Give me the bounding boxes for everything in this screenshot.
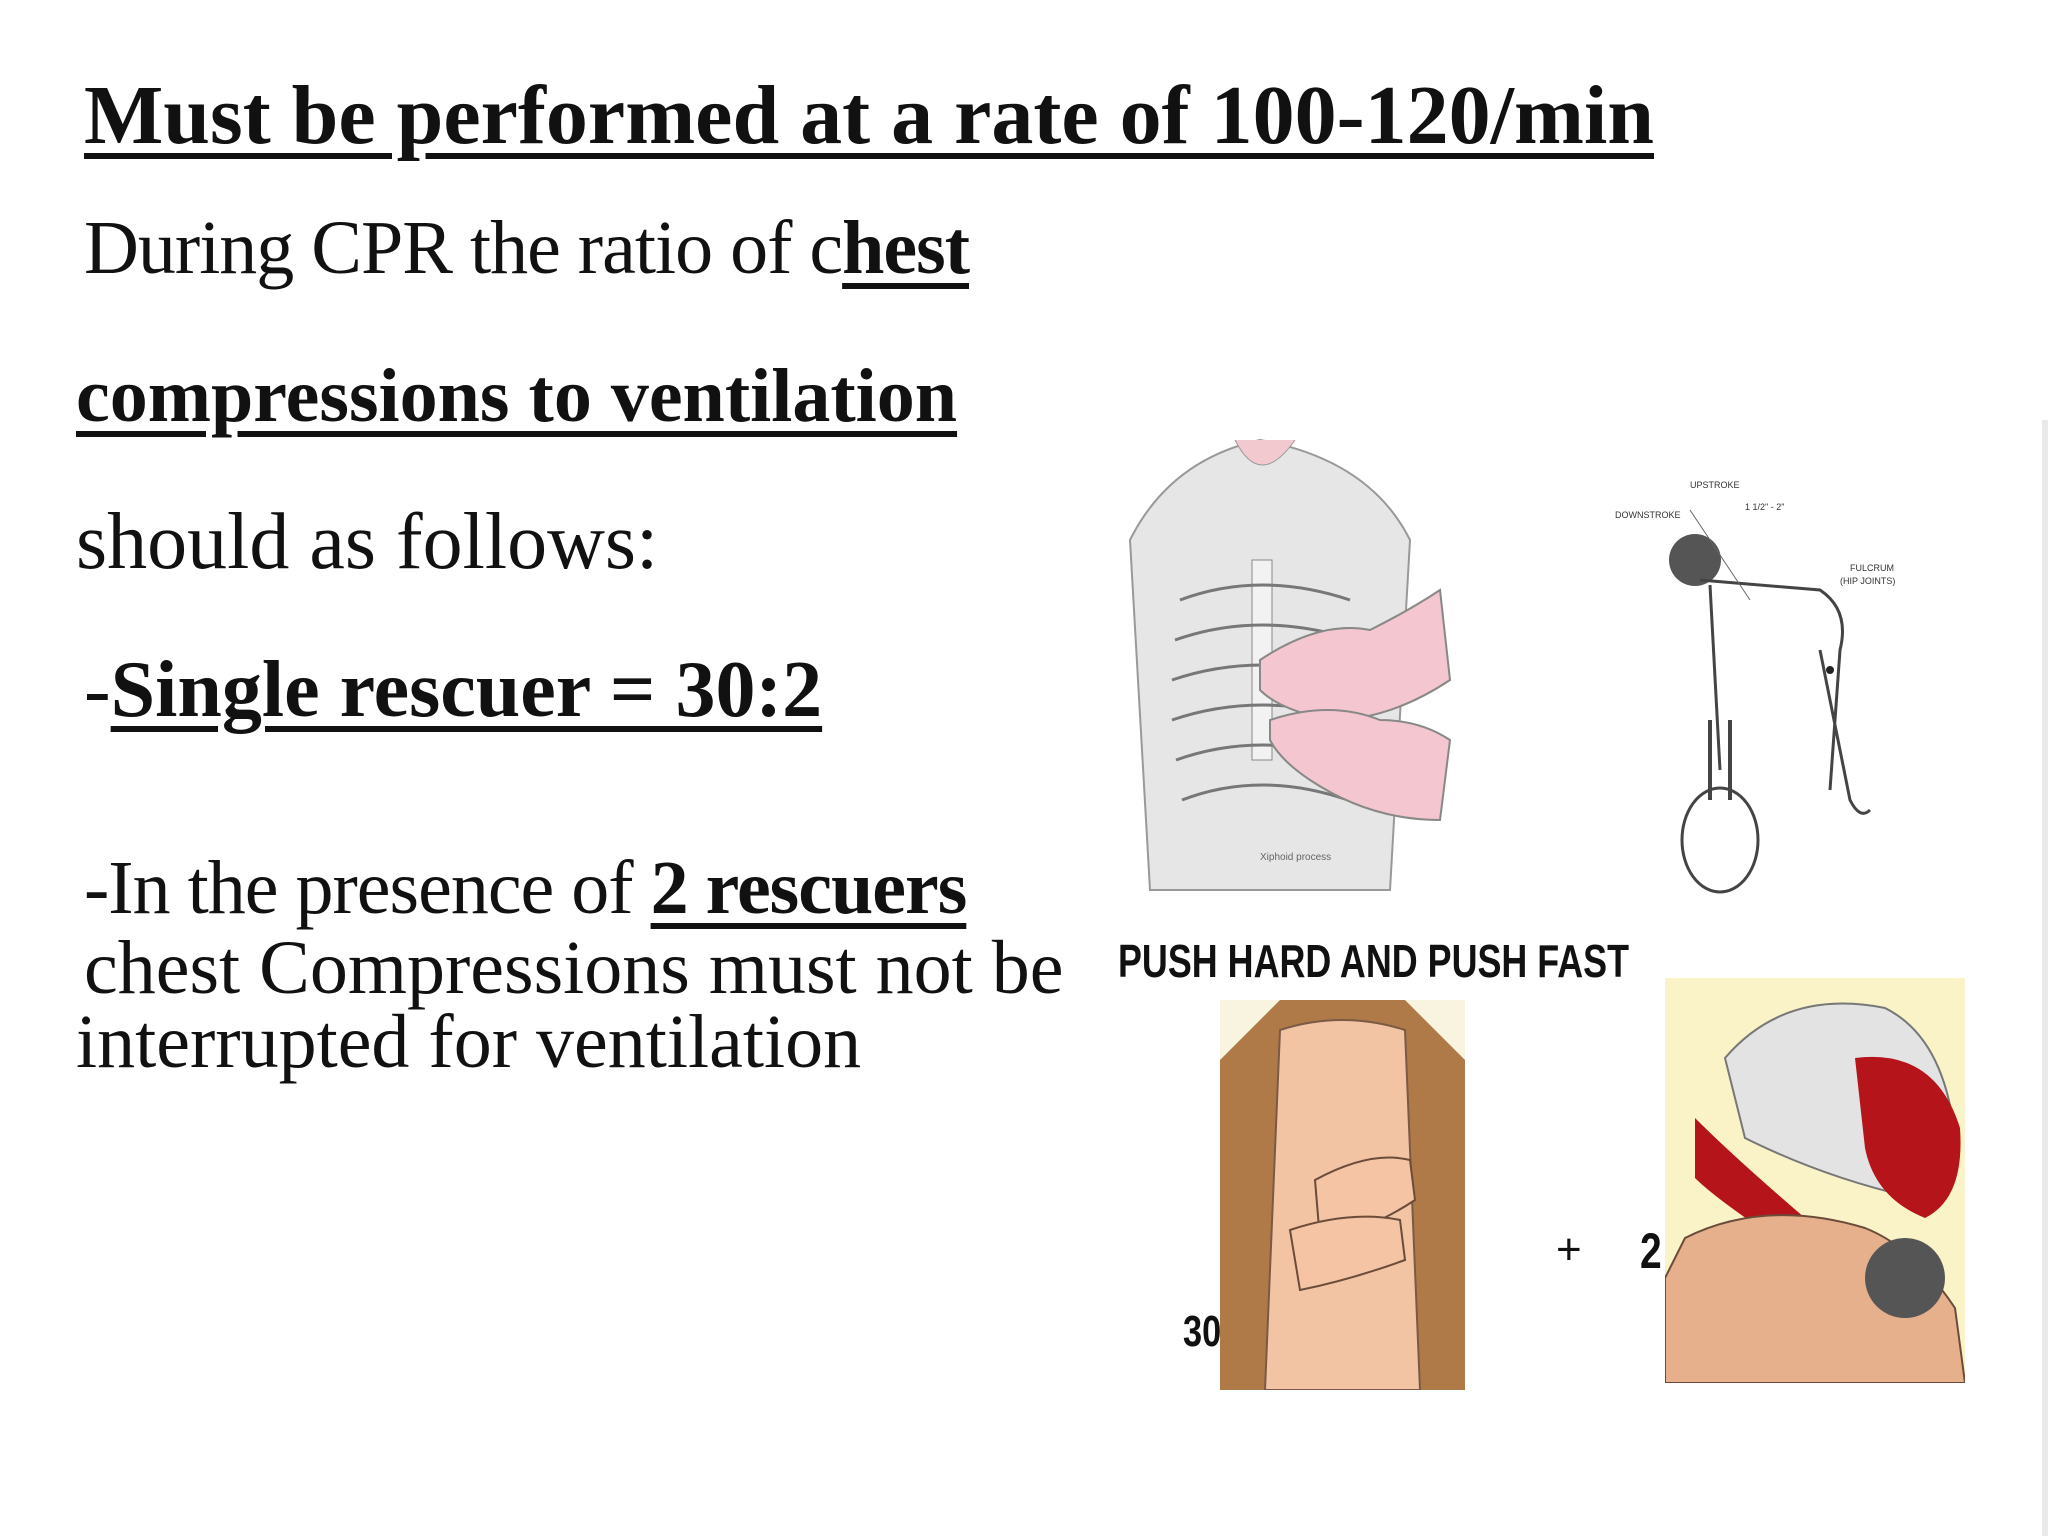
two-rescuers-line [84, 846, 967, 930]
push-hard-caption: PUSH HARD AND PUSH FAST [1118, 935, 1629, 987]
two-rescuers-bold: 2 rescuers [650, 846, 967, 930]
rescuer-posture-figure [1600, 470, 1930, 900]
upstroke-label: UPSTROKE [1690, 480, 1740, 490]
slide-edge-shadow [2042, 420, 2048, 1536]
plus-sign: + [1556, 1225, 1582, 1274]
ratio-line-1-bold: hest [842, 206, 970, 290]
compressions-illustration [1220, 1000, 1465, 1390]
fulcrum-label: FULCRUM [1850, 563, 1894, 573]
breaths-count: 2 [1640, 1223, 1662, 1279]
single-rescuer-ratio: Single rescuer = 30:2 [110, 646, 823, 734]
single-rescuer-line [84, 646, 823, 734]
ribcage-illustration [1110, 420, 1460, 910]
posture-illustration [1600, 470, 1930, 900]
ratio-line-1 [84, 206, 970, 290]
hip-joints-label: (HIP JOINTS) [1840, 576, 1896, 586]
two-rescuers-text: -In the presence of [84, 846, 651, 930]
downstroke-label: DOWNSTROKE [1615, 510, 1681, 520]
two-rescuers-line-3: interrupted for ventilation [76, 1000, 862, 1084]
ratio-line-1-text: During CPR the ratio of c [84, 206, 843, 290]
slide-heading: Must be performed at a rate of 100-120/min [84, 69, 1654, 162]
compressions-count: 30 [1183, 1307, 1222, 1356]
ratio-line-3: should as follows: [76, 498, 659, 586]
ventilation-illustration [1665, 978, 1965, 1383]
depth-label: 1 1/2" - 2" [1745, 502, 1785, 512]
compressions-figure [1220, 1000, 1465, 1390]
hand-placement-figure [1110, 420, 1460, 910]
two-rescuers-line-2: chest Compressions must not be [84, 926, 1064, 1010]
single-rescuer-dash: - [84, 646, 111, 734]
ventilation-figure [1665, 978, 1965, 1383]
xiphoid-label: Xiphoid process [1260, 852, 1332, 863]
ratio-line-2: compressions to ventilation [76, 354, 958, 438]
